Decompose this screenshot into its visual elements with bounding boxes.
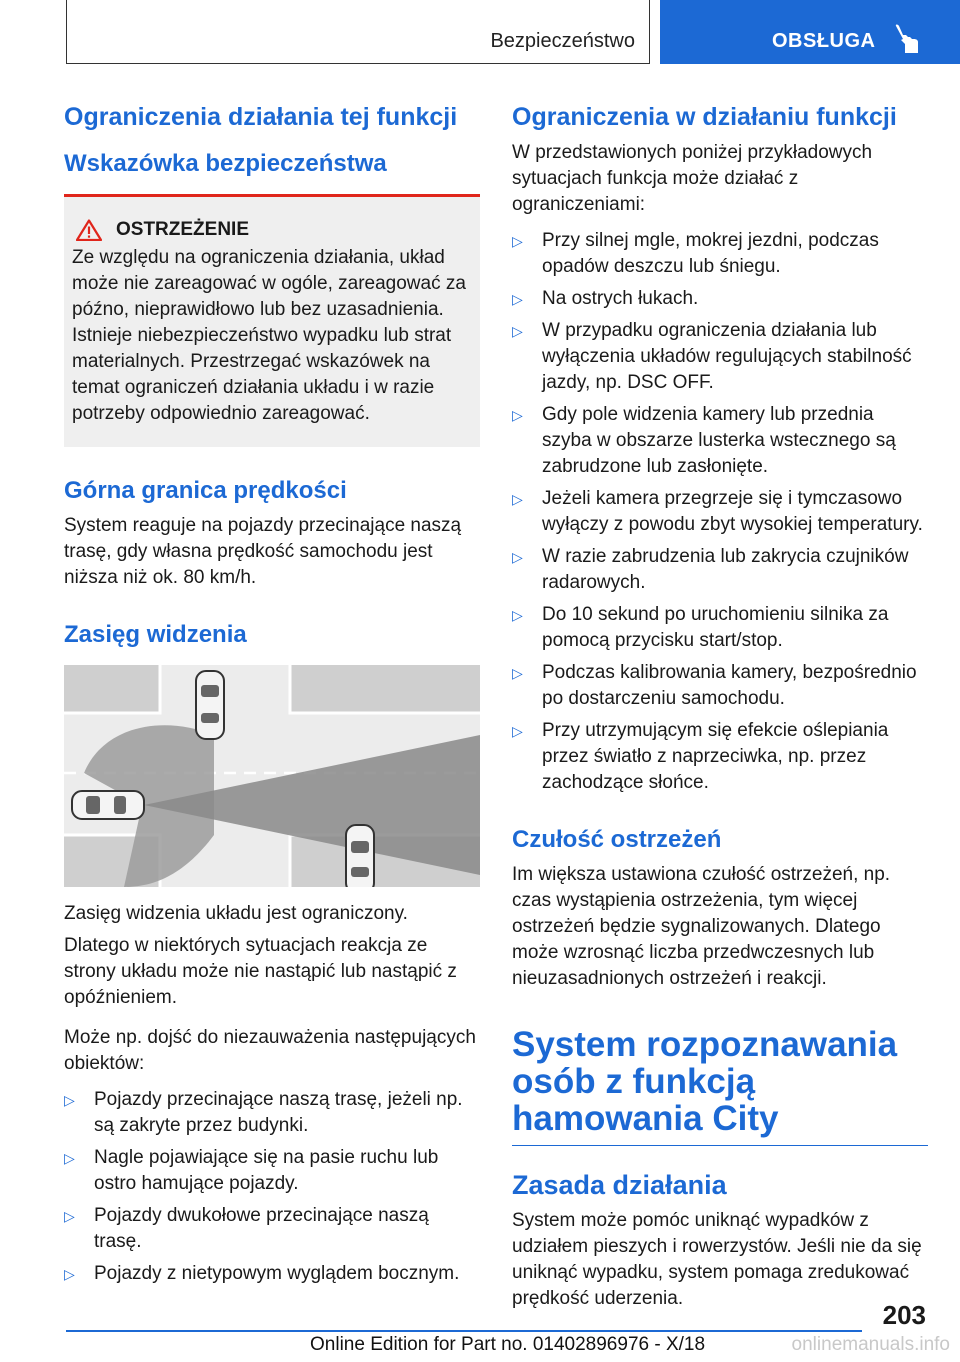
range-paragraph-1: Zasięg widzenia układu jest ograniczony. [64,903,408,924]
principle-text: System może pomóc uniknąć wypadków z udziałem pieszych i rowerzystów. Jeśli nie da się uniknąć wypadku, system pomaga zredukować prędkość uderzenia. [512,1210,922,1309]
list-item: ▷ Pojazdy z nietypowym wyglądem bocznym. [64,1261,480,1287]
list-item: ▷ Przy utrzymującym się efekcie oślepiania przez światło z naprzeciwka, np. przez zachodzące słońce. [512,720,889,793]
triangle-bullet-icon: ▷ [512,407,523,423]
hand-pointer-icon [890,22,922,56]
range-paragraph-3: Może np. dojść do niezauważenia następujących obiektów: [64,1027,476,1074]
sensitivity-text: Im większa ustawiona czułość ostrzeżeń, np. czas wystąpienia ostrzeżenia, tym więcej ostrzeżeń będzie sygnalizowanych. Dlatego może wzrosnąć liczba przedwczesnych lub nieuzasadnionych ostrzeżeń i reakcji. [512,864,891,989]
list-item: ▷ Pojazdy przecinające naszą trasę, jeżeli np. są zakryte przez budynki. [64,1089,463,1136]
heading-pedestrian-detection: System rozpoznawania osób z funkcją hamowania City [512,1026,928,1146]
speed-text: System reaguje na pojazdy przecinające naszą trasę, gdy własna prędkość samochodu jest niższa niż ok. 80 km/h. [64,515,462,588]
warning-box [64,194,480,447]
warning-title-row [72,219,470,241]
footer-edition: Online Edition for Part no. 01402896976 - X/18 [310,1334,706,1355]
heading-speed-limit: Górna granica prędkości [64,477,347,504]
heading-safety-note: Wskazówka bezpieczeństwa [64,150,387,177]
section-title: Bezpieczeństwo [490,30,635,52]
list-item: ▷ W przypadku ograniczenia działania lub wyłączenia układów regulujących stabilność jazdy, np. DSC OFF. [512,320,912,393]
heading-limits: Ograniczenia działania tej funkcji [64,103,458,131]
page-number: 203 [882,1300,926,1330]
car-icon [72,791,144,819]
left-column [64,100,480,1287]
list-item: ▷ Jeżeli kamera przegrzeje się i tymczasowo wyłączy z powodu zbyt wysokiej temperatury. [512,488,923,535]
warning-triangle-icon [76,219,102,241]
triangle-bullet-icon: ▷ [64,1150,75,1166]
field-of-view-illustration [64,665,480,887]
heading-field-of-view: Zasięg widzenia [64,621,247,648]
heading-operating-principle: Zasada działania [512,1170,727,1200]
right-column [512,100,928,1312]
triangle-bullet-icon: ▷ [64,1266,75,1282]
list-item: ▷ Na ostrych łukach. [512,286,928,312]
list-item: ▷ Nagle pojawiające się na pasie ruchu lub ostro hamujące pojazdy. [64,1147,439,1194]
triangle-bullet-icon: ▷ [512,607,523,623]
triangle-bullet-icon: ▷ [64,1208,75,1224]
triangle-bullet-icon: ▷ [512,233,523,249]
range-paragraph-2: Dlatego w niektórych sytuacjach reakcja ze strony układu może nie nastąpić lub nastąpić z opóźnieniem. [64,935,457,1008]
heading-warning-sensitivity: Czułość ostrzeżeń [512,826,722,853]
header-section-tab [66,0,650,64]
left-bullet-list [64,1087,480,1287]
warning-text: Ze względu na ograniczenia działania, układ może nie zareagować w ogóle, zareagować za późno, nieprawidłowo lub bez uzasadnienia. Istnieje niebezpieczeństwo wypadku lub strat materialnych. Przestrzegać wskazówek na temat ograniczeń działania układu i w razie potrzeby odpowiednio zareagować. [72,247,466,424]
list-item: ▷ Pojazdy dwukołowe przecinające naszą trasę. [64,1205,429,1252]
triangle-bullet-icon: ▷ [64,1092,75,1108]
warning-title: OSTRZEŻENIE [116,219,250,240]
list-item: ▷ W razie zabrudzenia lub zakrycia czujników radarowych. [512,546,909,593]
footer-watermark: onlinemanuals.info [791,1334,950,1355]
triangle-bullet-icon: ▷ [512,291,523,307]
list-item: ▷ Gdy pole widzenia kamery lub przednia szyba w obszarze lusterka wstecznego są zabrudzone lub zasłonięte. [512,404,896,477]
triangle-bullet-icon: ▷ [512,723,523,739]
chapter-title: OBSŁUGA [772,30,876,52]
triangle-bullet-icon: ▷ [512,491,523,507]
list-item: ▷ Podczas kalibrowania kamery, bezpośrednio po dostarczeniu samochodu. [512,662,917,709]
limits-intro: W przedstawionych poniżej przykładowych sytuacjach funkcja może działać z ograniczeniami: [512,142,873,215]
triangle-bullet-icon: ▷ [512,323,523,339]
footer-divider [66,1330,862,1332]
right-bullet-list [512,228,928,796]
triangle-bullet-icon: ▷ [512,549,523,565]
list-item: ▷ Przy silnej mgle, mokrej jezdni, podczas opadów deszczu lub śniegu. [512,230,879,277]
heading-function-limits: Ograniczenia w działaniu funkcji [512,103,897,131]
triangle-bullet-icon: ▷ [512,665,523,681]
header-chapter-tab [660,0,960,64]
car-icon [346,825,374,887]
list-item: ▷ Do 10 sekund po uruchomieniu silnika za pomocą przycisku start/stop. [512,604,889,651]
intersection-diagram [64,665,480,887]
car-icon [196,671,224,739]
